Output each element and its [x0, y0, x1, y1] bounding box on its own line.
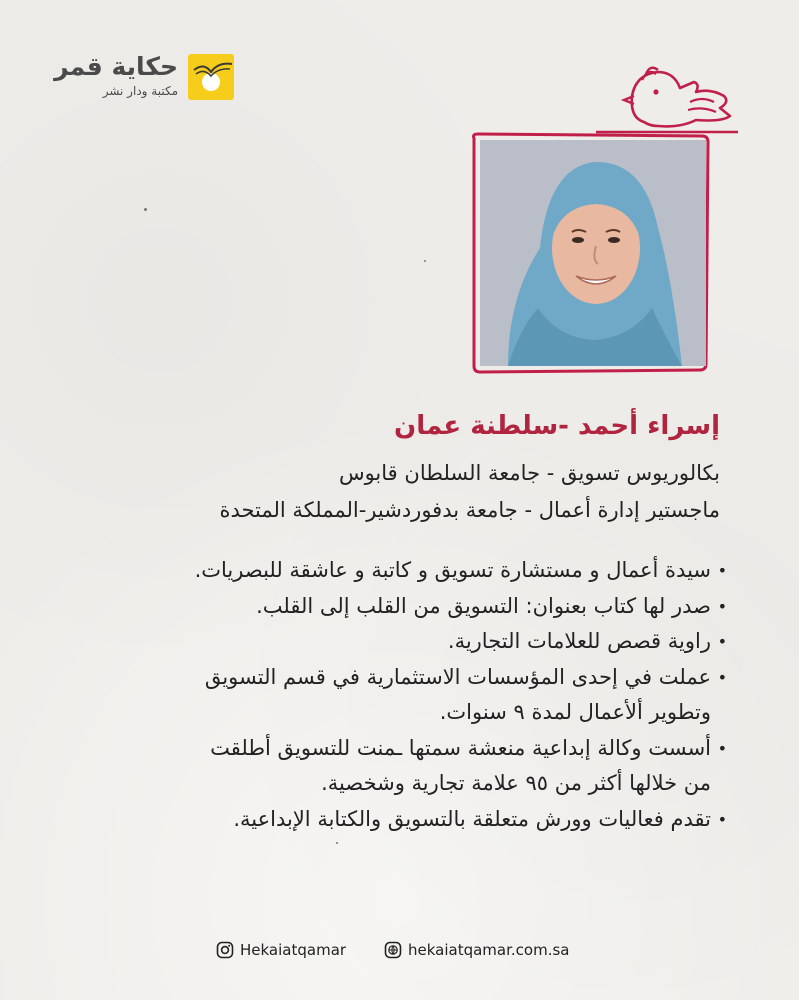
publisher-logo	[54, 52, 236, 102]
instagram-link[interactable]	[216, 938, 346, 962]
open-book-moon-icon	[186, 52, 236, 102]
bio-item	[87, 589, 727, 625]
speck	[336, 842, 338, 844]
bio-line: من خلالها أكثر من ٩٥ علامة تجارية وشخصية.	[321, 771, 711, 795]
degree-master: ماجستير إدارة أعمال - جامعة بدفوردشير-المملكة المتحدة	[219, 498, 720, 522]
bio-line: • عملت في إحدى المؤسسات الاستثمارية في قسم التسويق	[204, 664, 711, 689]
bird-doodle-icon	[592, 52, 742, 138]
globe-icon	[384, 941, 402, 959]
bio-item	[87, 802, 727, 838]
website-url: hekaiatqamar.com.sa	[408, 941, 570, 959]
website-link[interactable]	[384, 938, 569, 962]
bio-line: وتطوير ألأعمال لمدة ٩ سنوات.	[439, 700, 711, 724]
speck	[144, 208, 147, 211]
profile-name: إسراء أحمد -سلطنة عمان	[394, 411, 720, 441]
profile-photo	[468, 128, 712, 374]
footer	[0, 938, 799, 962]
degree-bachelor: بكالوريوس تسويق - جامعة السلطان قابوس	[338, 461, 720, 485]
bio-item	[87, 553, 727, 589]
bio-line: • راوية قصص للعلامات التجارية.	[447, 629, 711, 653]
instagram-handle: Hekaiatqamar	[240, 941, 347, 959]
instagram-icon	[216, 941, 234, 959]
bio-item	[87, 660, 727, 731]
speck	[424, 260, 426, 262]
logo-subtitle: مكتبة ودار نشر	[102, 84, 178, 98]
logo-title: حكاية قمر	[54, 52, 178, 81]
bio-line: • أسست وكالة إبداعية منعشة سمتها ـمنت للتسويق أطلقت	[210, 735, 711, 760]
bio-line: • صدر لها كتاب بعنوان: التسويق من القلب إلى القلب.	[256, 593, 711, 618]
bio-line: • تقدم فعاليات وورش متعلقة بالتسويق والكتابة الإبداعية.	[233, 806, 711, 831]
bio-item	[87, 731, 727, 802]
bio-line: • سيدة أعمال و مستشارة تسويق و كاتبة و عاشقة للبصريات.	[194, 558, 711, 582]
bio-item	[87, 624, 727, 660]
bio-list	[87, 553, 727, 837]
